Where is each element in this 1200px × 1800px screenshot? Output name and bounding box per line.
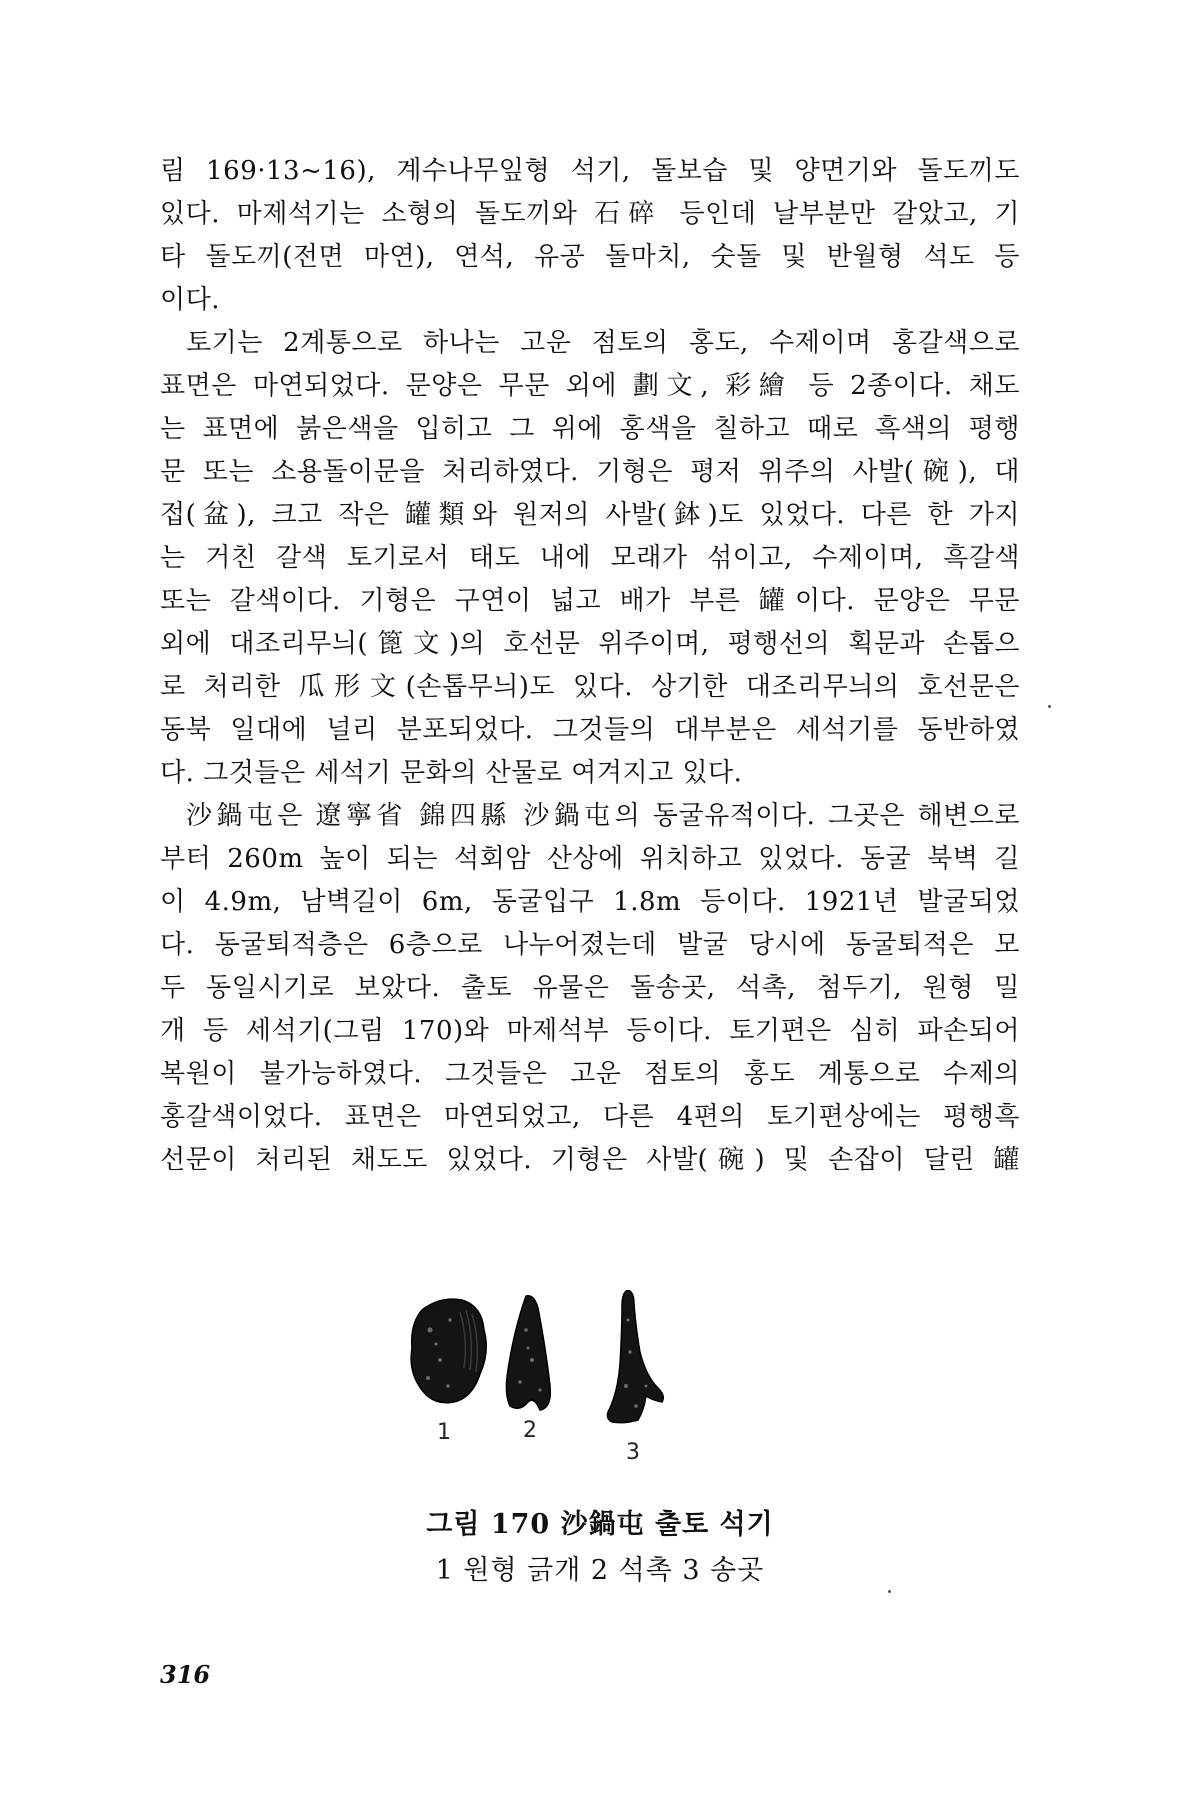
text-line: 는 거친 갈색 토기로서 태도 내에 모래가 섞이고, 수제이며, 흑갈색 xyxy=(160,543,1020,573)
text-line: 沙鍋屯은 遼寧省 錦四縣 沙鍋屯의 동굴유적이다. 그곳은 해변으로 xyxy=(186,801,1020,831)
text-line: 문 또는 소용돌이문을 처리하였다. 기형은 평저 위주의 사발(碗), 대 xyxy=(160,457,1020,487)
body-text xyxy=(160,150,1020,1182)
text-line: 동북 일대에 널리 분포되었다. 그것들의 대부분은 세석기를 동반하였 xyxy=(160,715,1020,745)
figure-stone-tools xyxy=(400,1290,800,1490)
text-line: 타 돌도끼(전면 마연), 연석, 유공 돌마치, 숫돌 및 반월형 석도 등 xyxy=(160,242,1020,272)
figure-caption-legend: 1 원형 긁개 2 석촉 3 송곳 xyxy=(435,1555,765,1586)
text-line: 부터 260m 높이 되는 석회암 산상에 위치하고 있었다. 동굴 북벽 길 xyxy=(160,844,1020,874)
text-line: 복원이 불가능하였다. 그것들은 고운 점토의 홍도 계통으로 수제의 xyxy=(160,1059,1020,1089)
text-line: 두 동일시기로 보았다. 출토 유물은 돌송곳, 석촉, 첨두기, 원형 밀 xyxy=(160,973,1020,1003)
text-line: 림 169·13~16), 계수나무잎형 석기, 돌보습 및 양면기와 돌도끼도 xyxy=(160,156,1020,186)
text-line: 토기는 2계통으로 하나는 고운 점토의 홍도, 수제이며 홍갈색으로 xyxy=(186,328,1020,358)
text-line: 외에 대조리무늬(篦文)의 호선문 위주이며, 평행선의 획문과 손톱으 xyxy=(160,629,1020,659)
text-line: 다. 그것들은 세석기 문화의 산물로 여겨지고 있다. xyxy=(160,758,743,788)
text-line: 개 등 세석기(그림 170)와 마제석부 등이다. 토기편은 심히 파손되어 xyxy=(160,1016,1020,1046)
text-line: 다. 동굴퇴적층은 6층으로 나누어졌는데 발굴 당시에 동굴퇴적은 모 xyxy=(160,930,1020,960)
text-line: 표면은 마연되었다. 문양은 무문 외에 劃文, 彩繪 등 2종이다. 채도 xyxy=(160,371,1020,401)
awl-drawing xyxy=(607,1290,663,1423)
figure-item-number: 3 xyxy=(626,1440,640,1465)
text-line: 접(盆), 크고 작은 罐類와 원저의 사발(鉢)도 있었다. 다른 한 가지 xyxy=(160,500,1020,530)
figure-item-number: 2 xyxy=(523,1418,537,1443)
stone-tools-illustration xyxy=(400,1290,800,1490)
text-line: 이 4.9m, 남벽길이 6m, 동굴입구 1.8m 등이다. 1921년 발굴되었 xyxy=(160,887,1020,917)
scan-speck xyxy=(888,1590,891,1593)
scan-speck xyxy=(1048,705,1051,708)
figure-item-number: 1 xyxy=(437,1420,451,1445)
page-number: 316 xyxy=(160,1660,211,1689)
text-line: 또는 갈색이다. 기형은 구연이 넓고 배가 부른 罐이다. 문양은 무문 xyxy=(160,586,1020,616)
arrowhead-drawing xyxy=(506,1296,550,1410)
text-line: 선문이 처리된 채도도 있었다. 기형은 사발(碗) 및 손잡이 달린 罐 xyxy=(160,1145,1020,1175)
text-line: 홍갈색이었다. 표면은 마연되었고, 다른 4편의 토기편상에는 평행흑 xyxy=(160,1102,1020,1132)
text-line: 이다. xyxy=(160,285,220,315)
text-line: 는 표면에 붉은색을 입히고 그 위에 홍색을 칠하고 때로 흑색의 평행 xyxy=(160,414,1020,444)
figure-caption-title: 그림 170 沙鍋屯 출토 석기 xyxy=(426,1509,774,1540)
text-line: 있다. 마제석기는 소형의 돌도끼와 石碎 등인데 날부분만 갈았고, 기 xyxy=(160,199,1020,229)
text-line: 로 처리한 瓜形文(손톱무늬)도 있다. 상기한 대조리무늬의 호선문은 xyxy=(160,672,1020,702)
round-scraper-drawing xyxy=(411,1299,486,1403)
